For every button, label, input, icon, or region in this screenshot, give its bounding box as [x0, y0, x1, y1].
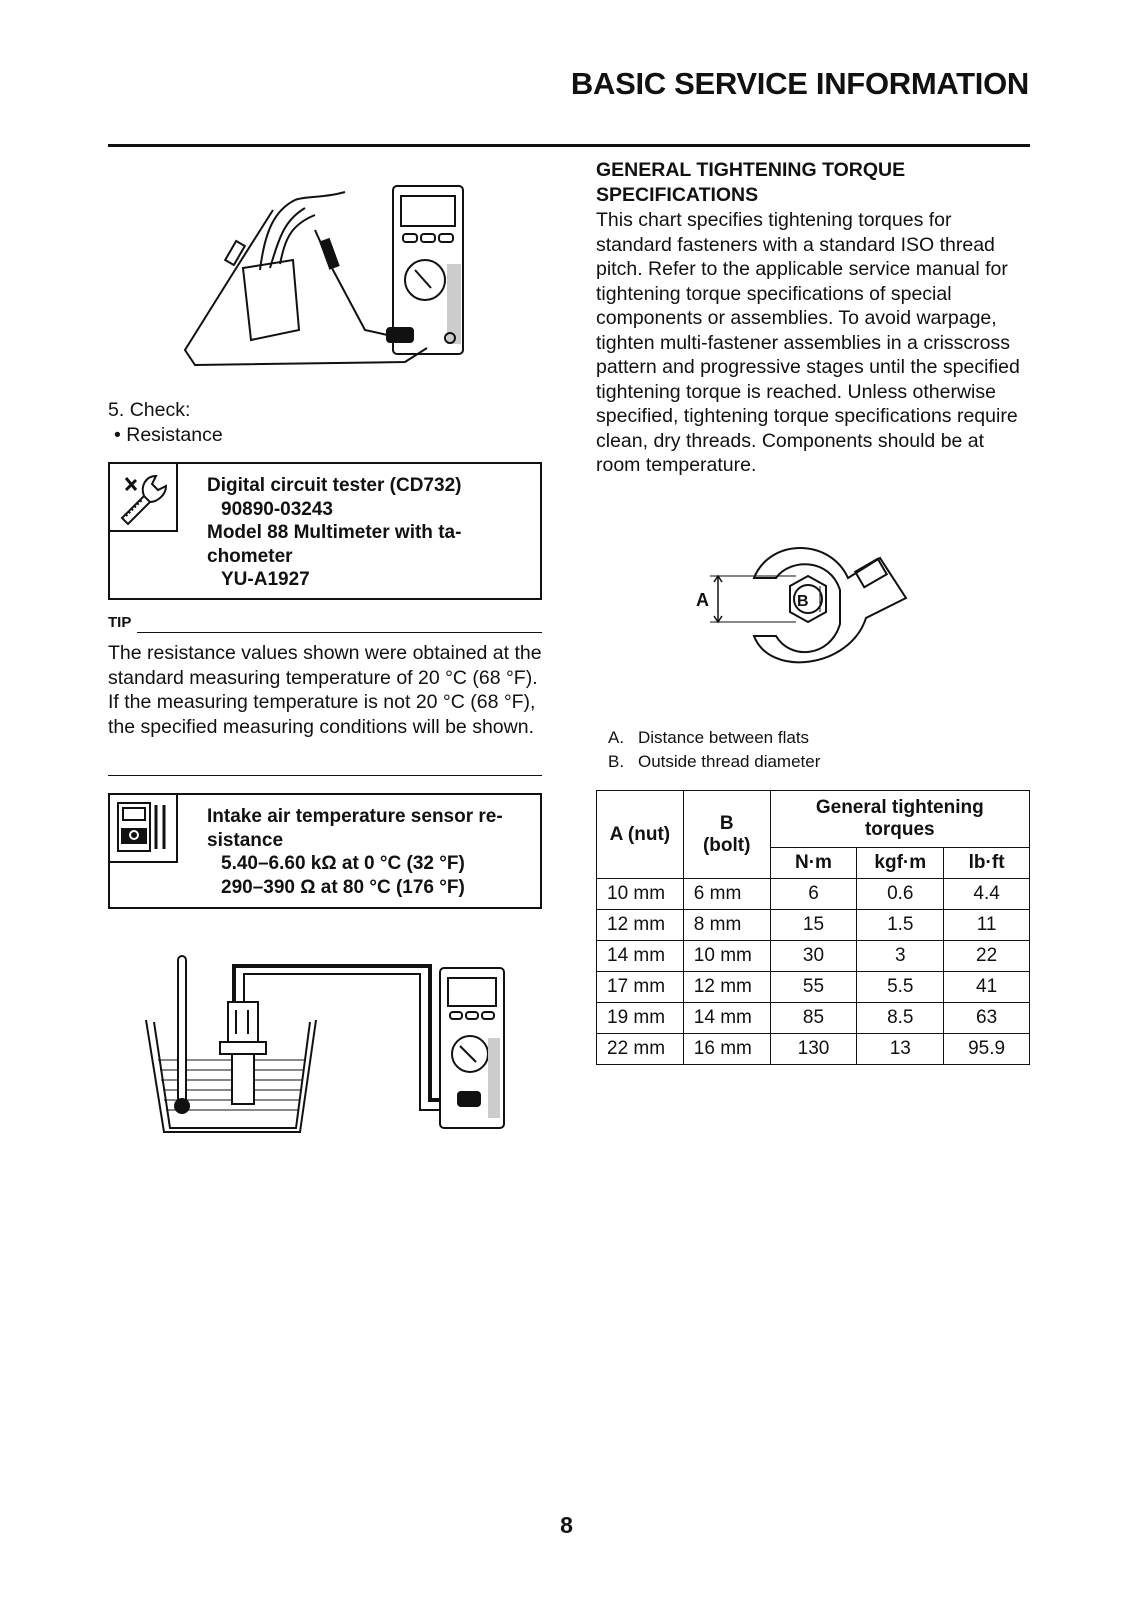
- tool-line-2: 90890-03243: [221, 498, 333, 520]
- cell-b: 6 mm: [683, 879, 770, 910]
- cell-kgfm: 1.5: [857, 910, 944, 941]
- caption-b-key: B.: [608, 752, 625, 771]
- table-row: [597, 1003, 1030, 1034]
- check-step: [108, 398, 223, 447]
- spec-line-3: 5.40–6.60 kΩ at 0 °C (32 °F): [221, 853, 465, 874]
- header-b-line-1: B: [719, 812, 734, 834]
- multimeter-sensor-illustration: [165, 180, 485, 380]
- unit-kgfm: kgf·m: [857, 848, 944, 879]
- torque-table: [596, 790, 1030, 1065]
- section-title-line-1: GENERAL TIGHTENING TORQUE: [596, 159, 906, 181]
- section-title: [596, 158, 905, 207]
- cell-nm: 85: [770, 1003, 857, 1034]
- header-rule: [108, 144, 1030, 147]
- torque-paragraph: This chart specifies tightening torques for standard fasteners with a standard ISO thread pitch. Refer to the applicable service manual for tightening torque specifications of special components or assemblies. To avoid warpage, tighten multi-fastener assemblies in a crisscross pattern and progressive stages until the specified tightening torque is reached. Unless otherwise specified, tightening torque specifications require clean, dry threads. Components should be at room temperature.: [596, 209, 1020, 476]
- cell-b: 8 mm: [683, 910, 770, 941]
- page-number: 8: [560, 1512, 573, 1538]
- cell-nm: 6: [770, 879, 857, 910]
- cell-kgfm: 3: [857, 941, 944, 972]
- cell-a: 12 mm: [597, 910, 684, 941]
- caption-b-text: Outside thread diameter: [638, 752, 821, 771]
- wrench-tool-icon: [110, 464, 178, 532]
- cell-lbft: 22: [944, 941, 1030, 972]
- header-b-line-2: (bolt): [702, 834, 751, 856]
- caption-a-key: A.: [608, 728, 625, 747]
- caption-a-text: Distance between flats: [638, 728, 810, 747]
- cell-b: 16 mm: [683, 1034, 770, 1065]
- caption-a: [608, 726, 820, 750]
- tip-rule: [137, 632, 542, 633]
- cell-b: 12 mm: [683, 972, 770, 1003]
- table-row: [597, 879, 1030, 910]
- section-title-line-2: SPECIFICATIONS: [596, 183, 759, 206]
- table-row: [597, 910, 1030, 941]
- cell-kgfm: 13: [857, 1034, 944, 1065]
- cell-b: 14 mm: [683, 1003, 770, 1034]
- cell-nm: 15: [770, 910, 857, 941]
- cell-nm: 55: [770, 972, 857, 1003]
- cell-a: 10 mm: [597, 879, 684, 910]
- step-label: Check:: [129, 399, 191, 421]
- header-b-bolt: [683, 791, 770, 879]
- bullet: •: [114, 423, 121, 446]
- cell-a: 22 mm: [597, 1034, 684, 1065]
- cell-kgfm: 5.5: [857, 972, 944, 1003]
- table-row: [597, 1034, 1030, 1065]
- cell-a: 14 mm: [597, 941, 684, 972]
- unit-nm: N·m: [770, 848, 857, 879]
- cell-nm: 30: [770, 941, 857, 972]
- tip-label: TIP: [108, 614, 132, 631]
- tool-line-1: Digital circuit tester (CD732): [207, 475, 462, 496]
- tool-line-4: chometer: [207, 545, 293, 567]
- label-a: A: [696, 590, 709, 610]
- multimeter-icon: [110, 795, 178, 863]
- wrench-diagram: [680, 528, 920, 688]
- tool-line-3: Model 88 Multimeter with ta-: [207, 522, 462, 543]
- label-b: B: [797, 593, 809, 610]
- header-a-nut: A (nut): [597, 791, 684, 879]
- tool-spec-box: [108, 462, 542, 600]
- cell-lbft: 11: [944, 910, 1030, 941]
- tip-text: The resistance values shown were obtained at the standard measuring temperature of 20 °C (68 °F). If the measuring temperature is not 20 °C (68 °F), the specified measuring conditions will be shown.: [108, 642, 542, 738]
- cell-b: 10 mm: [683, 941, 770, 972]
- table-row: [597, 972, 1030, 1003]
- spec-line-2: sistance: [207, 829, 284, 851]
- wrench-captions: [608, 726, 820, 774]
- sensor-spec-box: [108, 793, 542, 909]
- step-number: 5.: [108, 399, 125, 421]
- unit-lbft: lb·ft: [944, 848, 1030, 879]
- cell-nm: 130: [770, 1034, 857, 1065]
- cell-a: 17 mm: [597, 972, 684, 1003]
- cell-kgfm: 0.6: [857, 879, 944, 910]
- header-group-line-2: torques: [864, 819, 935, 840]
- tip-end-rule: [108, 775, 542, 776]
- tool-line-5: YU-A1927: [221, 569, 310, 590]
- water-bath-test-illustration: [140, 950, 520, 1140]
- cell-lbft: 41: [944, 972, 1030, 1003]
- cell-lbft: 63: [944, 1003, 1030, 1034]
- cell-lbft: 4.4: [944, 879, 1030, 910]
- header-group-line-1: General tightening: [815, 797, 984, 818]
- header-torque-group: [770, 791, 1029, 848]
- cell-kgfm: 8.5: [857, 1003, 944, 1034]
- caption-b: [608, 750, 820, 774]
- spec-line-4: 290–390 Ω at 80 °C (176 °F): [221, 876, 465, 898]
- step-item: Resistance: [126, 423, 223, 446]
- cell-a: 19 mm: [597, 1003, 684, 1034]
- page-header-title: BASIC SERVICE INFORMATION: [570, 66, 1029, 101]
- table-row: [597, 941, 1030, 972]
- spec-line-1: Intake air temperature sensor re-: [207, 806, 503, 827]
- cell-lbft: 95.9: [944, 1034, 1030, 1065]
